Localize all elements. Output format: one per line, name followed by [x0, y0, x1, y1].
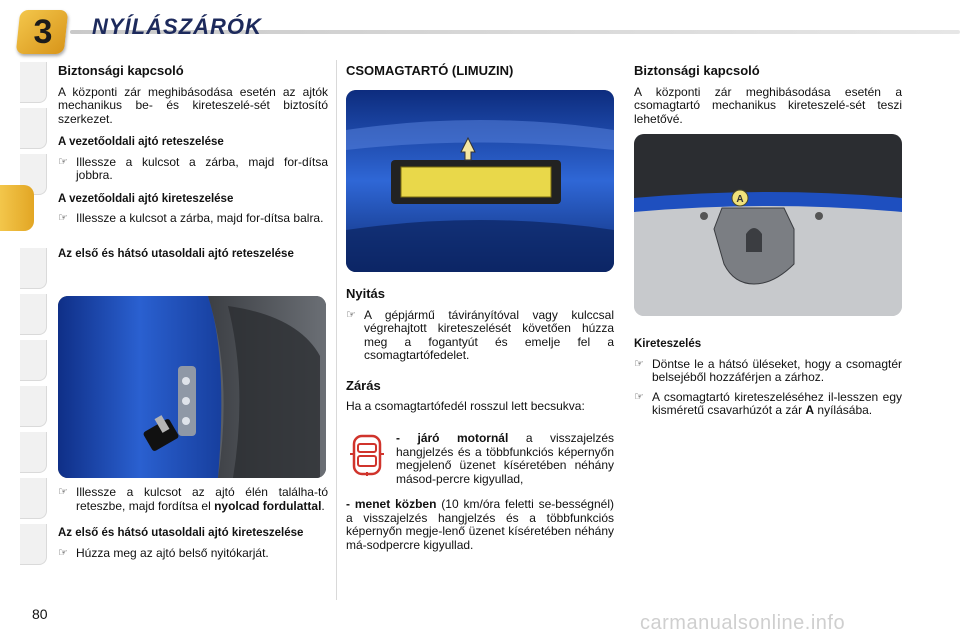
right-step-2	[652, 391, 902, 418]
list-item	[58, 156, 328, 183]
hand-pointer-icon: ☞	[634, 390, 644, 403]
hand-pointer-icon: ☞	[634, 357, 644, 370]
engine-running-detail: a visszajelzés hangjelzés és a többfunkciós képernyőn megjelenő üzenet kíséretében néhány másod-percre kigyullad,	[396, 431, 614, 486]
right-column	[634, 64, 902, 132]
driver-unlock-step: Illessze a kulcsot a zárba, majd for-dítsa balra.	[76, 211, 324, 225]
middle-column-lower	[346, 287, 614, 420]
right-step-2-end: nyílásába.	[817, 403, 873, 417]
close-title: Zárás	[346, 377, 381, 393]
right-step-2-bold: A	[805, 403, 815, 417]
list-item	[58, 486, 328, 513]
column-divider	[336, 60, 337, 600]
trunk-lock-photo	[634, 134, 902, 316]
driver-lock-title: A vezetőoldali ajtó reteszelése	[58, 136, 224, 148]
passenger-lock-step-bold: nyolcad fordulattal	[214, 498, 322, 513]
close-text: Ha a csomagtartófedél rosszul lett becsukva:	[346, 399, 585, 413]
door-edge-photo	[58, 296, 326, 478]
passenger-unlock-step: Húzza meg az ajtó belső nyitókarját.	[76, 545, 269, 560]
list-item	[634, 358, 902, 385]
left-column	[58, 64, 328, 267]
side-tab-7[interactable]	[20, 340, 47, 381]
side-tab-9[interactable]	[20, 432, 47, 473]
middle-column	[346, 64, 614, 86]
side-tab-active[interactable]	[0, 185, 34, 231]
passenger-lock-step-end: .	[321, 498, 325, 513]
hand-pointer-icon: ☞	[58, 212, 68, 224]
passenger-lock-step-text: Illessze a kulcsot az ajtó élén találha-tó reteszbe, majd fordítsa el	[76, 485, 328, 513]
driver-lock-step: Illessze a kulcsot a zárba, majd for-dítsa jobbra.	[76, 154, 328, 182]
right-intro: A központi zár meghibásodása esetén a csomagtartó mechanikus kireteszelé-sét teszi lehetővé.	[634, 84, 902, 126]
hand-pointer-icon: ☞	[346, 308, 356, 321]
open-boot-warning-icon	[346, 432, 388, 478]
side-tab-1[interactable]	[20, 62, 47, 103]
side-tab-11[interactable]	[20, 524, 47, 565]
watermark: carmanualsonline.info	[640, 612, 846, 634]
open-title: Nyitás	[346, 286, 386, 301]
side-tab-10[interactable]	[20, 478, 47, 519]
trunk-illustration	[346, 90, 614, 272]
left-title: Biztonsági kapcsoló	[58, 63, 184, 78]
list-item	[346, 309, 614, 363]
trunk-lock-illustration	[634, 134, 902, 316]
chapter-title: NYÍLÁSZÁRÓK	[92, 14, 262, 39]
passenger-unlock-title: Az első és hátsó utasoldali ajtó kireteszelése	[58, 527, 304, 539]
right-step-1: Döntse le a hátsó üléseket, hogy a csomagtér belsejéből hozzáférjen a zárhoz.	[652, 356, 902, 384]
trunk-handle-photo	[346, 90, 614, 272]
right-title: Biztonsági kapcsoló	[634, 63, 760, 78]
side-tab-2[interactable]	[20, 108, 47, 149]
right-unlock-title: Kireteszelés	[634, 338, 702, 350]
right-column-lower	[634, 328, 902, 424]
driving-label: - menet közben	[346, 497, 437, 511]
driver-unlock-title: A vezetőoldali ajtó kireteszelése	[58, 192, 234, 205]
trunk-section-title: CSOMAGTARTÓ (LIMUZIN)	[346, 63, 514, 78]
left-column-lower	[58, 486, 328, 566]
engine-running-text	[396, 432, 614, 486]
list-item	[634, 391, 902, 418]
passenger-lock-step	[76, 486, 328, 513]
driving-item	[346, 498, 614, 558]
lock-opening-label: A	[736, 194, 744, 205]
engine-running-label: - járó motornál	[396, 431, 509, 445]
chapter-number: 3	[33, 13, 53, 51]
hand-pointer-icon: ☞	[58, 546, 68, 559]
hand-pointer-icon: ☞	[58, 486, 68, 498]
right-step-2-text: A csomagtartó kireteszeléséhez il-lesszen egy kisméretű csavarhúzót a zár	[652, 389, 902, 417]
passenger-lock-title: Az első és hátsó utasoldali ajtó reteszelése	[58, 247, 294, 260]
open-step: A gépjármű távirányítóval vagy kulccsal végrehajtott kireteszelését követően húzza meg a fogantyút és emelje fel a csomagtartófedelet.	[364, 307, 614, 362]
left-intro: A központi zár meghibásodása esetén az ajtók mechanikus be- és kireteszelé-sét biztosító szerkezet.	[58, 84, 328, 126]
engine-running-item	[396, 432, 614, 492]
side-tab-8[interactable]	[20, 386, 47, 427]
door-illustration	[58, 296, 326, 478]
page-number: 80	[32, 606, 48, 622]
driving-detail: (10 km/óra feletti se-bességnél) a visszajelzés hangjelzés és a többfunkciós képernyőn megje-lenő üzenet kíséretében néhány má-sodpercre kigyullad.	[346, 497, 614, 552]
side-tab-6[interactable]	[20, 294, 47, 335]
side-tab-5[interactable]	[20, 248, 47, 289]
list-item	[58, 212, 328, 226]
hand-pointer-icon: ☞	[58, 155, 68, 168]
list-item	[58, 547, 328, 561]
driving-text	[346, 498, 614, 552]
